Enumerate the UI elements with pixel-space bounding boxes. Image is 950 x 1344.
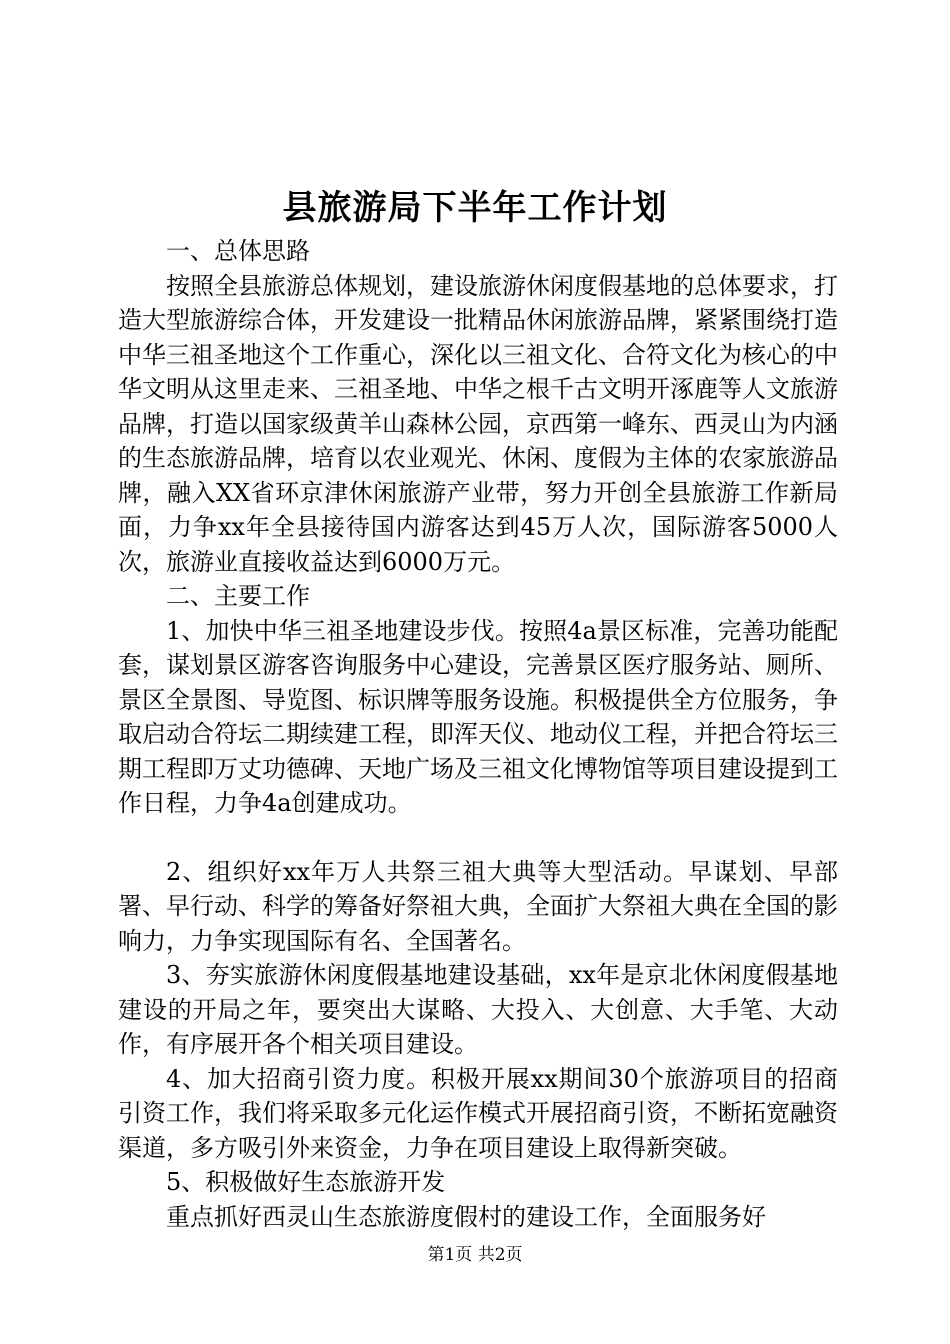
paragraph: 1、加快中华三祖圣地建设步伐。按照4a景区标准，完善功能配套，谋划景区游客咨询服务中心建设，完善景区医疗服务站、厕所、景区全景图、导览图、标识牌等服务设施。积极提供全方位服务，争取启动合符坛二期续建工程，即浑天仪、地动仪工程，并把合符坛三期工程即万丈功德碑、天地广场及三祖文化博物馆等项目建设提到工作日程，力争4a创建成功。: [118, 616, 838, 817]
paragraph: 按照全县旅游总体规划，建设旅游休闲度假基地的总体要求，打造大型旅游综合体，开发建设一批精品休闲旅游品牌，紧紧围绕打造中华三祖圣地这个工作重心，深化以三祖文化、合符文化为核心的中华文明从这里走来、三祖圣地、中华之根千古文明开涿鹿等人文旅游品牌，打造以国家级黄羊山森林公园，京西第一峰东、西灵山为内涵的生态旅游品牌，培育以农业观光、休闲、度假为主体的农家旅游品牌，融入XX省环京津休闲旅游产业带，努力开创全县旅游工作新局面，力争xx年全县接待国内游客达到45万人次，国际游客5000人次，旅游业直接收益达到6000万元。: [118, 271, 838, 576]
section-heading: 二、主要工作: [166, 582, 310, 610]
page-number: 第1页 共2页: [427, 1245, 523, 1265]
subsection-heading: 5、积极做好生态旅游开发: [166, 1168, 446, 1196]
paragraph: 4、加大招商引资力度。积极开展xx期间30个旅游项目的招商引资工作，我们将采取多元化运作模式开展招商引资，不断拓宽融资渠道，多方吸引外来资金，力争在项目建设上取得新突破。: [118, 1064, 838, 1162]
paragraph: 3、夯实旅游休闲度假基地建设基础，xx年是京北休闲度假基地建设的开局之年，要突出大谋略、大投入、大创意、大手笔、大动作，有序展开各个相关项目建设。: [118, 961, 838, 1058]
paragraph: 重点抓好西灵山生态旅游度假村的建设工作，全面服务好: [166, 1202, 766, 1231]
document-body: [118, 234, 838, 1234]
document-title: 县旅游局下半年工作计划: [282, 188, 668, 228]
section-heading: 一、总体思路: [166, 237, 310, 265]
paragraph: 2、组织好xx年万人共祭三祖大典等大型活动。早谋划、早部署、早行动、科学的筹备好祭祖大典，全面扩大祭祖大典在全国的影响力，力争实现国际有名、全国著名。: [118, 857, 838, 955]
